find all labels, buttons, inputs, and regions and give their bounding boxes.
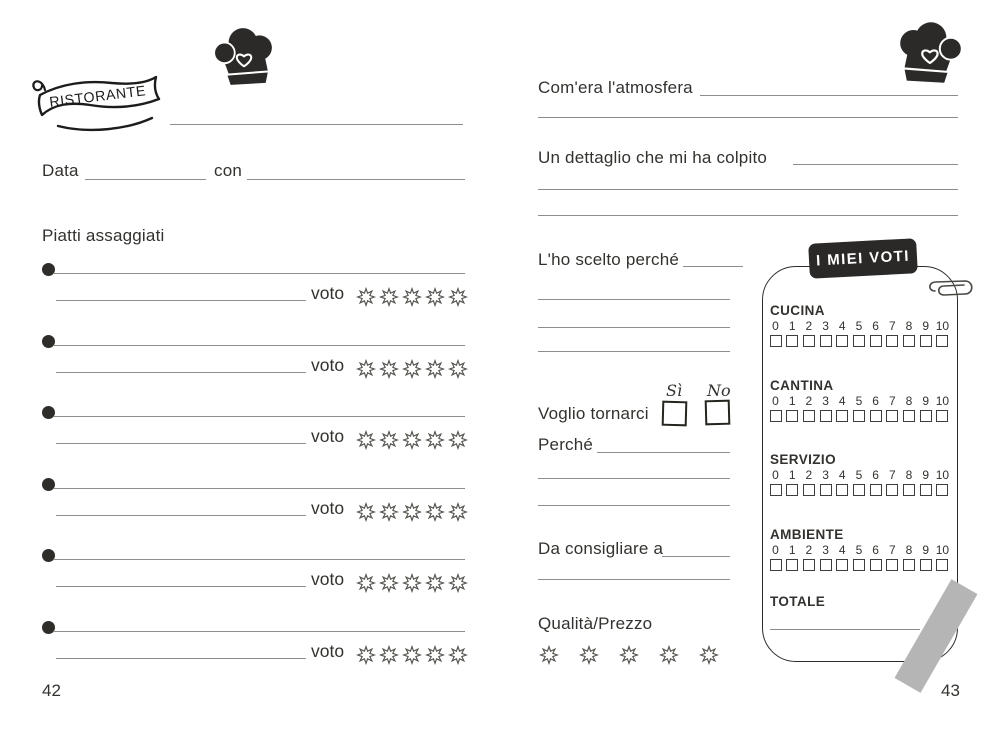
quality-price-label: Qualità/Prezzo [538, 614, 653, 633]
yes-checkbox[interactable] [662, 401, 688, 427]
rating-star-icon[interactable] [448, 502, 468, 522]
score-checkbox[interactable] [853, 484, 865, 496]
rating-star-icon[interactable] [579, 645, 599, 665]
score-option [818, 544, 833, 571]
score-option [818, 395, 833, 422]
score-option [785, 320, 800, 347]
vote-category-label: CUCINA [770, 303, 825, 318]
atmosphere-line-1[interactable] [700, 95, 958, 96]
score-number: 10 [935, 543, 950, 557]
score-option [918, 320, 933, 347]
score-number: 2 [805, 394, 813, 408]
score-checkbox[interactable] [786, 559, 798, 571]
chosen-line-4[interactable] [538, 351, 730, 352]
detail-line-2[interactable] [538, 189, 958, 190]
rating-star-icon[interactable] [356, 430, 376, 450]
dish-name-line[interactable] [54, 559, 465, 560]
score-number: 9 [922, 543, 930, 557]
score-number: 8 [905, 543, 913, 557]
score-checkbox[interactable] [803, 484, 815, 496]
score-option [785, 469, 800, 496]
rating-star-icon[interactable] [425, 287, 445, 307]
score-option [902, 469, 917, 496]
score-option [902, 320, 917, 347]
rating-star-icon[interactable] [356, 645, 376, 665]
score-option [768, 469, 783, 496]
score-checkbox[interactable] [820, 559, 832, 571]
companion-line[interactable] [247, 179, 465, 180]
score-number: 8 [905, 319, 913, 333]
atmosphere-line-2[interactable] [538, 117, 958, 118]
score-option [918, 469, 933, 496]
rating-star-icon[interactable] [425, 573, 445, 593]
score-number: 6 [872, 543, 879, 557]
score-number: 0 [772, 543, 779, 557]
vote-category-label: AMBIENTE [770, 527, 844, 542]
votes-box-title-badge [808, 238, 918, 279]
because-label: Perché [538, 435, 594, 454]
score-option [851, 395, 866, 422]
rating-star-icon[interactable] [356, 502, 376, 522]
vote-category [768, 452, 950, 500]
score-checkbox[interactable] [920, 335, 932, 347]
score-number: 0 [772, 319, 779, 333]
rating-star-icon[interactable] [659, 645, 679, 665]
recommend-label: Da consigliare a [538, 539, 664, 558]
quality-price-rating [539, 645, 719, 665]
because-line-1[interactable] [597, 452, 730, 453]
score-checkbox[interactable] [803, 559, 815, 571]
bullet-dot [42, 549, 55, 562]
rating-star-icon[interactable] [699, 645, 719, 665]
vote-category [768, 527, 950, 575]
score-checkbox[interactable] [770, 410, 782, 422]
score-number: 0 [772, 394, 779, 408]
score-checkbox[interactable] [836, 559, 848, 571]
bullet-dot [42, 621, 55, 634]
voto-label: voto [311, 641, 345, 661]
score-option [835, 544, 850, 571]
score-scale [768, 544, 950, 571]
score-checkbox[interactable] [920, 410, 932, 422]
score-option [885, 544, 900, 571]
votes-box-title: I MIEI VOTI [815, 247, 911, 270]
rating-star-icon[interactable] [402, 502, 422, 522]
score-checkbox[interactable] [886, 484, 898, 496]
dish-note-line[interactable] [56, 586, 306, 587]
score-number: 4 [838, 394, 846, 408]
score-number: 8 [905, 394, 913, 408]
score-number: 1 [788, 319, 796, 333]
score-number: 7 [888, 319, 896, 333]
score-checkbox[interactable] [886, 410, 898, 422]
rating-star-icon[interactable] [425, 359, 445, 379]
dish-note-line[interactable] [56, 515, 306, 516]
dish-rating [356, 573, 468, 593]
score-number: 7 [888, 394, 896, 408]
vote-category-label: CANTINA [770, 378, 834, 393]
restaurant-name-line[interactable] [170, 124, 463, 125]
rating-star-icon[interactable] [425, 645, 445, 665]
score-checkbox[interactable] [920, 559, 932, 571]
score-number: 5 [855, 394, 863, 408]
recommend-line-2[interactable] [538, 579, 730, 580]
return-label: Voglio tornarci [538, 404, 649, 423]
total-line[interactable] [770, 629, 920, 630]
score-number: 10 [935, 468, 950, 482]
dish-entry [42, 540, 465, 604]
rating-star-icon[interactable] [619, 645, 639, 665]
score-number: 10 [935, 319, 950, 333]
score-number: 3 [822, 319, 829, 333]
score-number: 6 [872, 319, 879, 333]
score-number: 2 [805, 468, 813, 482]
score-number: 4 [838, 468, 846, 482]
dishes-heading: Piatti assaggiati [42, 226, 165, 245]
voto-label: voto [311, 283, 345, 303]
score-option [801, 544, 816, 571]
score-option [868, 469, 883, 496]
score-option [885, 395, 900, 422]
score-checkbox[interactable] [870, 484, 882, 496]
score-number: 4 [838, 319, 846, 333]
date-label: Data [42, 161, 79, 180]
dish-rating [356, 430, 468, 450]
score-checkbox[interactable] [870, 335, 882, 347]
dish-entry [42, 612, 465, 676]
score-checkbox[interactable] [770, 559, 782, 571]
score-number: 6 [872, 394, 879, 408]
score-checkbox[interactable] [870, 559, 882, 571]
score-checkbox[interactable] [903, 410, 915, 422]
score-option [835, 395, 850, 422]
score-option [885, 320, 900, 347]
rating-star-icon[interactable] [402, 430, 422, 450]
score-number: 1 [788, 468, 796, 482]
dish-name-line[interactable] [54, 488, 465, 489]
rating-star-icon[interactable] [448, 430, 468, 450]
bullet-dot [42, 335, 55, 348]
voto-label: voto [311, 355, 345, 375]
rating-star-icon[interactable] [379, 502, 399, 522]
score-checkbox[interactable] [853, 410, 865, 422]
rating-star-icon[interactable] [379, 573, 399, 593]
score-option [935, 320, 950, 347]
rating-star-icon[interactable] [379, 359, 399, 379]
rating-star-icon[interactable] [402, 287, 422, 307]
atmosphere-label: Com'era l'atmosfera [538, 78, 693, 97]
detail-line-1[interactable] [793, 164, 958, 165]
score-checkbox[interactable] [903, 484, 915, 496]
rating-star-icon[interactable] [425, 430, 445, 450]
bullet-dot [42, 478, 55, 491]
score-option [768, 395, 783, 422]
score-option [835, 320, 850, 347]
score-option [868, 544, 883, 571]
rating-star-icon[interactable] [356, 287, 376, 307]
dish-note-line[interactable] [56, 658, 306, 659]
score-option [868, 395, 883, 422]
dish-name-line[interactable] [54, 273, 465, 274]
rating-star-icon[interactable] [448, 287, 468, 307]
score-option [935, 544, 950, 571]
dish-entry [42, 326, 465, 390]
score-checkbox[interactable] [920, 484, 932, 496]
dish-entry [42, 469, 465, 533]
no-checkbox[interactable] [705, 400, 731, 426]
vote-category-label: SERVIZIO [770, 452, 836, 467]
score-number: 9 [922, 468, 930, 482]
score-checkbox[interactable] [903, 559, 915, 571]
score-checkbox[interactable] [770, 335, 782, 347]
dish-note-line[interactable] [56, 443, 306, 444]
voto-label: voto [311, 426, 345, 446]
score-checkbox[interactable] [786, 335, 798, 347]
score-option [851, 469, 866, 496]
score-option [918, 544, 933, 571]
score-option [768, 320, 783, 347]
rating-star-icon[interactable] [356, 359, 376, 379]
score-option [785, 544, 800, 571]
score-checkbox[interactable] [786, 484, 798, 496]
chosen-because-label: L'ho scelto perché [538, 250, 680, 269]
date-line[interactable] [85, 179, 206, 180]
score-checkbox[interactable] [936, 559, 948, 571]
detail-line-3[interactable] [538, 215, 958, 216]
score-checkbox[interactable] [853, 559, 865, 571]
recommend-line-1[interactable] [662, 556, 730, 557]
dish-name-line[interactable] [54, 416, 465, 417]
rating-star-icon[interactable] [379, 287, 399, 307]
score-scale [768, 395, 950, 422]
chef-hat-icon [895, 19, 967, 85]
score-option [851, 544, 866, 571]
with-label: con [214, 161, 243, 180]
score-checkbox[interactable] [903, 335, 915, 347]
score-checkbox[interactable] [786, 410, 798, 422]
score-checkbox[interactable] [936, 484, 948, 496]
score-option [835, 469, 850, 496]
score-checkbox[interactable] [886, 559, 898, 571]
score-checkbox[interactable] [770, 484, 782, 496]
no-label: No [707, 381, 731, 400]
score-number: 9 [922, 394, 930, 408]
score-option [918, 395, 933, 422]
rating-star-icon[interactable] [356, 573, 376, 593]
score-number: 2 [805, 543, 813, 557]
score-number: 5 [855, 468, 863, 482]
rating-star-icon[interactable] [539, 645, 559, 665]
chosen-line-1[interactable] [683, 266, 743, 267]
rating-star-icon[interactable] [448, 359, 468, 379]
yes-label: Sì [666, 381, 683, 400]
dish-rating [356, 645, 468, 665]
because-line-3[interactable] [538, 505, 730, 506]
score-number: 2 [805, 319, 813, 333]
page-number-right: 43 [941, 681, 960, 700]
score-option [935, 469, 950, 496]
dish-rating [356, 287, 468, 307]
dish-rating [356, 502, 468, 522]
score-option [768, 544, 783, 571]
score-checkbox[interactable] [803, 410, 815, 422]
rating-star-icon[interactable] [379, 645, 399, 665]
score-checkbox[interactable] [886, 335, 898, 347]
score-option [801, 320, 816, 347]
score-option [818, 469, 833, 496]
score-number: 5 [855, 319, 863, 333]
vote-category [768, 303, 950, 351]
rating-star-icon[interactable] [402, 359, 422, 379]
rating-star-icon[interactable] [402, 645, 422, 665]
rating-star-icon[interactable] [402, 573, 422, 593]
score-number: 7 [888, 468, 896, 482]
score-scale [768, 469, 950, 496]
score-checkbox[interactable] [820, 335, 832, 347]
score-number: 6 [872, 468, 879, 482]
chef-hat-icon [210, 25, 276, 87]
score-checkbox[interactable] [936, 335, 948, 347]
ristorante-banner [28, 68, 170, 146]
score-number: 7 [888, 543, 896, 557]
dish-note-line[interactable] [56, 372, 306, 373]
score-option [902, 395, 917, 422]
rating-star-icon[interactable] [379, 430, 399, 450]
score-number: 0 [772, 468, 779, 482]
score-option [868, 320, 883, 347]
score-checkbox[interactable] [836, 335, 848, 347]
dish-name-line[interactable] [54, 631, 465, 632]
chosen-line-2[interactable] [538, 299, 730, 300]
score-checkbox[interactable] [853, 335, 865, 347]
score-number: 4 [838, 543, 846, 557]
dish-rating [356, 359, 468, 379]
vote-category [768, 378, 950, 426]
score-checkbox[interactable] [870, 410, 882, 422]
page-number-left: 42 [42, 681, 61, 700]
bullet-dot [42, 406, 55, 419]
score-number: 3 [822, 468, 829, 482]
score-number: 5 [855, 543, 863, 557]
voto-label: voto [311, 498, 345, 518]
score-option [935, 395, 950, 422]
score-checkbox[interactable] [820, 410, 832, 422]
score-option [801, 395, 816, 422]
score-option [785, 395, 800, 422]
dish-entry [42, 254, 465, 318]
score-number: 8 [905, 468, 913, 482]
score-option [801, 469, 816, 496]
banner-label: RISTORANTE [48, 83, 147, 111]
score-option [885, 469, 900, 496]
score-checkbox[interactable] [836, 484, 848, 496]
rating-star-icon[interactable] [448, 573, 468, 593]
rating-star-icon[interactable] [448, 645, 468, 665]
dish-entry [42, 397, 465, 461]
score-checkbox[interactable] [936, 410, 948, 422]
detail-label: Un dettaglio che mi ha colpito [538, 148, 768, 167]
score-number: 3 [822, 543, 829, 557]
score-number: 10 [935, 394, 950, 408]
score-option [902, 544, 917, 571]
chosen-line-3[interactable] [538, 327, 730, 328]
score-option [851, 320, 866, 347]
voto-label: voto [311, 569, 345, 589]
rating-star-icon[interactable] [425, 502, 445, 522]
paperclip-icon [926, 276, 978, 304]
total-label: TOTALE [770, 594, 826, 609]
score-checkbox[interactable] [803, 335, 815, 347]
score-number: 1 [788, 543, 796, 557]
bullet-dot [42, 263, 55, 276]
score-scale [768, 320, 950, 347]
score-option [818, 320, 833, 347]
dish-note-line[interactable] [56, 300, 306, 301]
because-line-2[interactable] [538, 478, 730, 479]
score-number: 1 [788, 394, 796, 408]
dish-name-line[interactable] [54, 345, 465, 346]
score-number: 3 [822, 394, 829, 408]
score-checkbox[interactable] [820, 484, 832, 496]
score-checkbox[interactable] [836, 410, 848, 422]
score-number: 9 [922, 319, 930, 333]
